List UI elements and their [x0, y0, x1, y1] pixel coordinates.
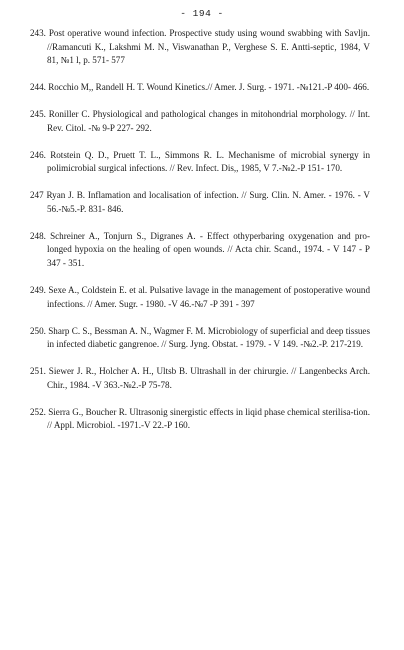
page-number: - 194 - — [180, 8, 224, 19]
reference-249: 249. Sexe A., Coldstein E. et al. Pulsative lavage in the management of postoperative wound infections. // Amer. Sugr. - 1980. -V 46.-№7 -P 391 - 397 — [30, 285, 370, 309]
reference-248: 248. Schreiner A., Tonjurn S., Digranes A. - Effect othyperbaring oxygenation and pro-longed hypoxia on the healing of open wounds. // Acta chir. Scand., 1974. - V 147 - P 347 - 351. — [30, 230, 370, 269]
reference-244: 244. Rocchio M,, Randell H. T. Wound Kinetics.// Amer. J. Surg. - 1971. -№121.-P 400- 466. — [30, 82, 370, 93]
reference-250: 250. Sharp C. S., Bessman A. N., Wagmer F. M. Microbiology of superficial and deep tissues in infected diabetic gangrenoe. // Surg. Jyng. Obstat. - 1979. - V 149. -№2.-P. 217-219. — [30, 325, 370, 350]
reference-251: 251. Siewer J. R., Holcher A. H., Ultsb B. Ultrashall in der chirurgie. // Langenbecks Arch. Chir., 1984. -V 363.-№2.-P 75-78. — [30, 366, 370, 390]
reference-list — [30, 27, 370, 446]
reference-243: 243. Post operative wound infection. Prospective study using wound swabbing with Savljn. //Ramancuti K., Lakshmi M. N., Viswanathan P., Verghese S. E. Antti-septic, 1984, V 81, №1 l, p. 571- 577 — [30, 28, 370, 66]
reference-252: 252. Sierra G., Boucher R. Ultrasonig sinergistic effects in liqid phase chemical sterilisa-tion. // Appl. Microbiol. -1971.-V 22.-P 160. — [30, 406, 370, 431]
reference-247: 247 Ryan J. B. Inflamation and localisation of infection. // Surg. Clin. N. Amer. - 1976. - V 56.-№5.-P. 831- 846. — [30, 190, 370, 214]
reference-245: 245. Roniller C. Physiological and pathological changes in mitohondrial morphology. // Int. Rev. Citol. -№ 9-P 227- 292. — [30, 109, 370, 133]
reference-246: 246. Rotstein Q. D., Pruett T. L., Simmons R. L. Mechanisme of microbial synergy in polimicrobial surgical infections. // Rev. Infect. Dis,, 1985, V 7.-№2.-P 151- 170. — [30, 149, 370, 174]
